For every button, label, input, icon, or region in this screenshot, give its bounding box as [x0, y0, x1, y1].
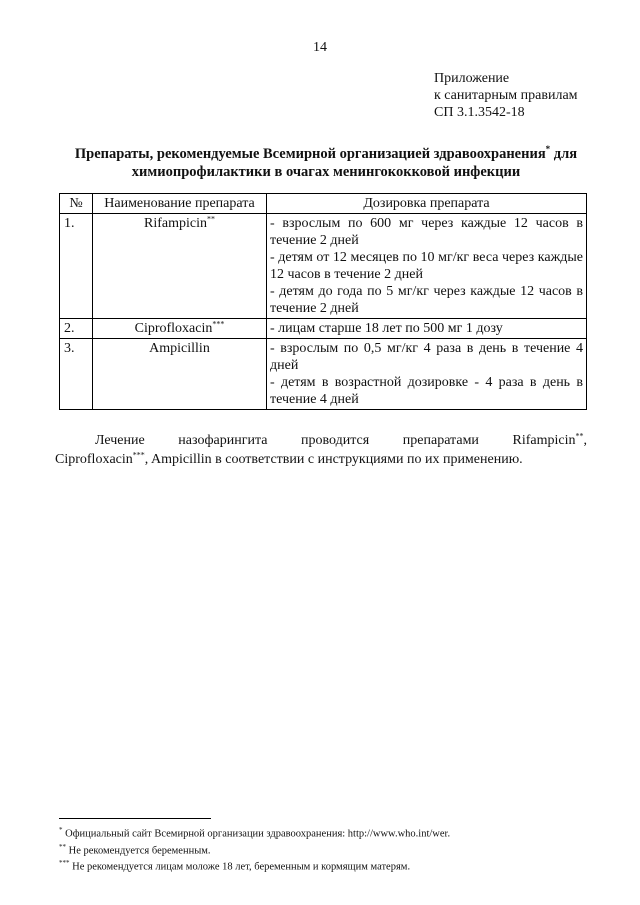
treatment-line-1 [55, 431, 587, 450]
dosage-line: - детям в возрастной дозировке - 4 раза в день в течение 4 дней [270, 375, 583, 407]
row-number: 3. [60, 339, 93, 410]
footnotes [59, 824, 599, 874]
title-line-1: Препараты, рекомендуемые Всемирной организацией здравоохранения [74, 145, 546, 162]
document-title [48, 140, 604, 181]
footnote-text: Не рекомендуется беременным. [66, 845, 211, 856]
footnote-mark: * [59, 826, 63, 834]
appendix-reference [434, 70, 578, 121]
footnote-mark: *** [59, 859, 70, 867]
title-line-2: химиопрофилактики в очагах менингококковой инфекции [131, 163, 521, 180]
dosage-cell [267, 339, 587, 410]
dosage-line: - лицам старше 18 лет по 500 мг 1 дозу [270, 321, 503, 336]
page-number: 14 [313, 40, 327, 55]
table-row [60, 319, 587, 339]
dosage-cell [267, 319, 587, 339]
footnote-divider [59, 818, 211, 819]
title-line-1-end: для [550, 145, 578, 162]
dosage-line: - взрослым по 600 мг через каждые 12 часов в течение 2 дней [270, 216, 583, 248]
drug-name-cell [93, 319, 267, 339]
dosage-line: - детям от 12 месяцев по 10 мг/кг веса через каждые 12 часов в течение 2 дней [270, 250, 583, 282]
row-number: 2. [60, 319, 93, 339]
table-header-row [60, 194, 587, 214]
row-number: 1. [60, 214, 93, 319]
drug-footnote-mark: ** [207, 214, 215, 224]
treatment-footnote-mark: ** [575, 431, 584, 441]
drug-name-cell [93, 214, 267, 319]
treatment-comma: , [583, 433, 587, 448]
footnote-item [59, 857, 599, 874]
footnote-text: Официальный сайт Всемирной организации здравоохранения: http://www.who.int/wer. [62, 828, 451, 840]
dosage-cell [267, 214, 587, 319]
footnote-mark: ** [59, 842, 66, 851]
drug-name-cell [93, 339, 267, 410]
treatment-footnote-mark: *** [132, 450, 145, 460]
dosage-line: - детям до года по 5 мг/кг через каждые 12 часов в течение 2 дней [270, 284, 583, 316]
table-row [60, 214, 587, 319]
title-footnote-mark: * [545, 144, 551, 154]
treatment-drug-name: Ciprofloxacin [55, 452, 133, 467]
header-number: № [60, 194, 93, 214]
drug-table [59, 193, 587, 410]
treatment-text-end: , Ampicillin в соответствии с инструкциями по их применению. [144, 452, 523, 467]
appendix-line-2: к санитарным правилам [434, 88, 578, 103]
header-dosage: Дозировка препарата [267, 194, 587, 214]
treatment-text: Лечение назофарингита проводится препаратами Rifampicin [95, 433, 576, 448]
footnote-item [59, 841, 599, 858]
treatment-paragraph [55, 431, 587, 469]
drug-name: Ciprofloxacin [134, 321, 213, 336]
drug-name: Rifampicin [144, 216, 207, 231]
drug-footnote-mark: *** [212, 319, 225, 329]
footnote-text: Не рекомендуется лицам моложе 18 лет, беременным и кормящим матерям. [69, 861, 411, 873]
appendix-line-3: СП 3.1.3542-18 [434, 105, 525, 120]
appendix-line-1: Приложение [434, 71, 510, 86]
footnote-item [59, 824, 599, 841]
dosage-line: - взрослым по 0,5 мг/кг 4 раза в день в течение 4 дней [270, 341, 583, 373]
table-row [60, 339, 587, 410]
header-drug-name: Наименование препарата [93, 194, 267, 214]
drug-name: Ampicillin [149, 341, 210, 356]
